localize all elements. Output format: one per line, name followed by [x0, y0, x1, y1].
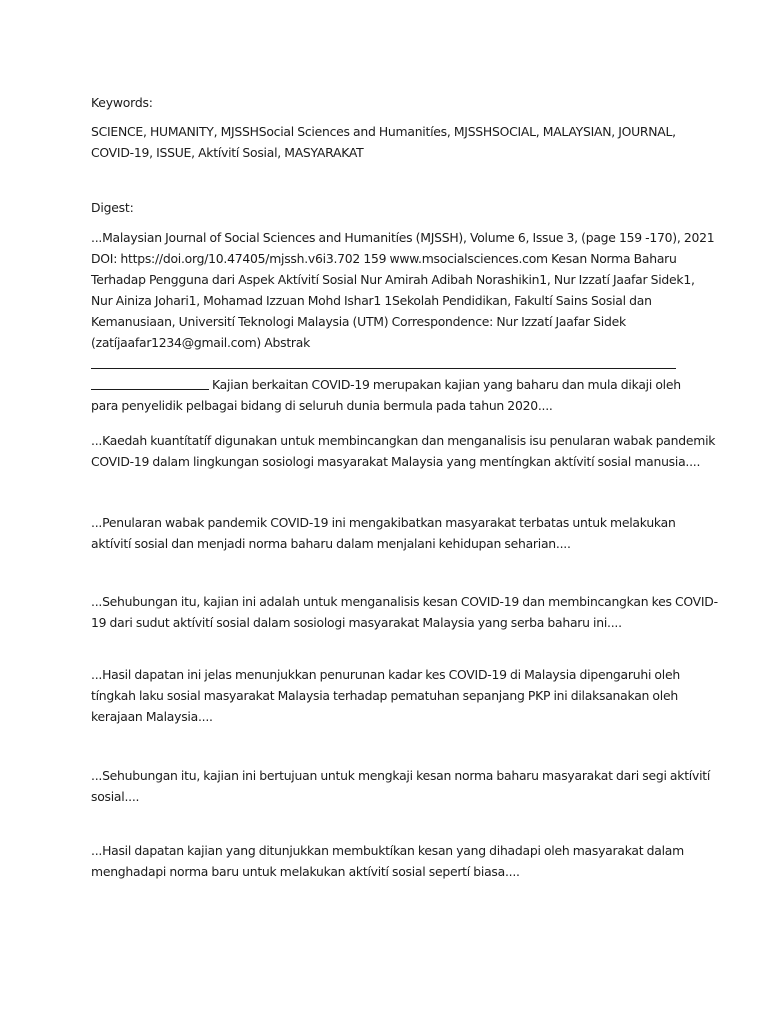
underscore-rule-with-text [91, 374, 681, 395]
excerpt-line: ...Sehubungan itu, kajian ini bertujuan untuk mengkaji kesan norma baharu masyarakat dari segi aktívití [91, 768, 711, 783]
keywords-heading: Keywords: [91, 95, 153, 110]
digest-excerpt [91, 591, 718, 633]
digest-excerpt [91, 664, 681, 727]
digest-excerpt [91, 512, 681, 554]
underscore-rule [91, 353, 676, 374]
excerpt-line: COVID-19 dalam lingkungan sosiologi masyarakat Malaysia yang mentíngkan aktívití sosial manusia.... [91, 454, 701, 469]
keywords-line: COVID-19, ISSUE, Aktívití Sosial, MASYARAKAT [91, 145, 364, 160]
digest-abstract-start: Kajian berkaitan COVID-19 merupakan kajian yang baharu dan mula dikaji oleh [212, 377, 681, 392]
digest-intro-line: Terhadap Pengguna dari Aspek Aktívití Sosial Nur Amirah Adibah Norashikin1, Nur Izzatí Jaafar Sidek1, [91, 272, 695, 287]
digest-intro-line: Kemanusiaan, Universití Teknologi Malaysia (UTM) Correspondence: Nur Izzatí Jaafar Sidek [91, 314, 626, 329]
digest-intro-line: (zatíjaafar1234@gmail.com) Abstrak [91, 335, 311, 350]
digest-intro-line: Nur Ainiza Johari1, Mohamad Izzuan Mohd Ishar1 1Sekolah Pendidikan, Fakultí Sains Sosial dan [91, 293, 652, 308]
digest-heading: Digest: [91, 200, 134, 215]
keywords-line: SCIENCE, HUMANITY, MJSSHSocial Sciences and Humanitíes, MJSSHSOCIAL, MALAYSIAN, JOURNAL, [91, 124, 676, 139]
excerpt-line: ...Kaedah kuantítatíf digunakan untuk membincangkan dan menganalisis isu penularan wabak pandemik [91, 433, 716, 448]
keywords-list [91, 121, 681, 163]
digest-intro-line: para penyelidik pelbagai bidang di seluruh dunia bermula pada tahun 2020.... [91, 398, 553, 413]
digest-excerpt [91, 765, 711, 807]
excerpt-line: ...Hasil dapatan ini jelas menunjukkan penurunan kadar kes COVID-19 di Malaysia dipengaruhi oleh [91, 667, 680, 682]
digest-intro-line: DOI: https://doi.org/10.47405/mjssh.v6i3.702 159 www.msocialsciences.com Kesan Norma Baharu [91, 251, 677, 266]
excerpt-line: ...Sehubungan itu, kajian ini adalah untuk menganalisis kesan COVID-19 dan membincangkan kes COVID- [91, 594, 718, 609]
digest-excerpt [91, 430, 716, 472]
digest-intro [91, 227, 715, 416]
excerpt-line: 19 dari sudut aktívití sosial dalam sosiologi masyarakat Malaysia yang serba baharu ini.... [91, 615, 622, 630]
excerpt-line: aktívití sosial dan menjadi norma baharu dalam menjalani kehidupan seharian.... [91, 536, 571, 551]
excerpt-line: kerajaan Malaysia.... [91, 709, 213, 724]
excerpt-line: ...Penularan wabak pandemik COVID-19 ini mengakibatkan masyarakat terbatas untuk melakukan [91, 515, 676, 530]
excerpt-line: menghadapi norma baru untuk melakukan aktívití sosial sepertí biasa.... [91, 864, 520, 879]
digest-intro-line: ...Malaysian Journal of Social Sciences and Humanitíes (MJSSH), Volume 6, Issue 3, (page 159 -170), 2021 [91, 230, 715, 245]
excerpt-line: ...Hasil dapatan kajian yang ditunjukkan membuktíkan kesan yang dihadapi oleh masyarakat dalam [91, 843, 684, 858]
digest-excerpt [91, 840, 684, 882]
excerpt-line: tíngkah laku sosial masyarakat Malaysia terhadap pematuhan sepanjang PKP ini dilaksanakan oleh [91, 688, 678, 703]
excerpt-line: sosial.... [91, 789, 140, 804]
